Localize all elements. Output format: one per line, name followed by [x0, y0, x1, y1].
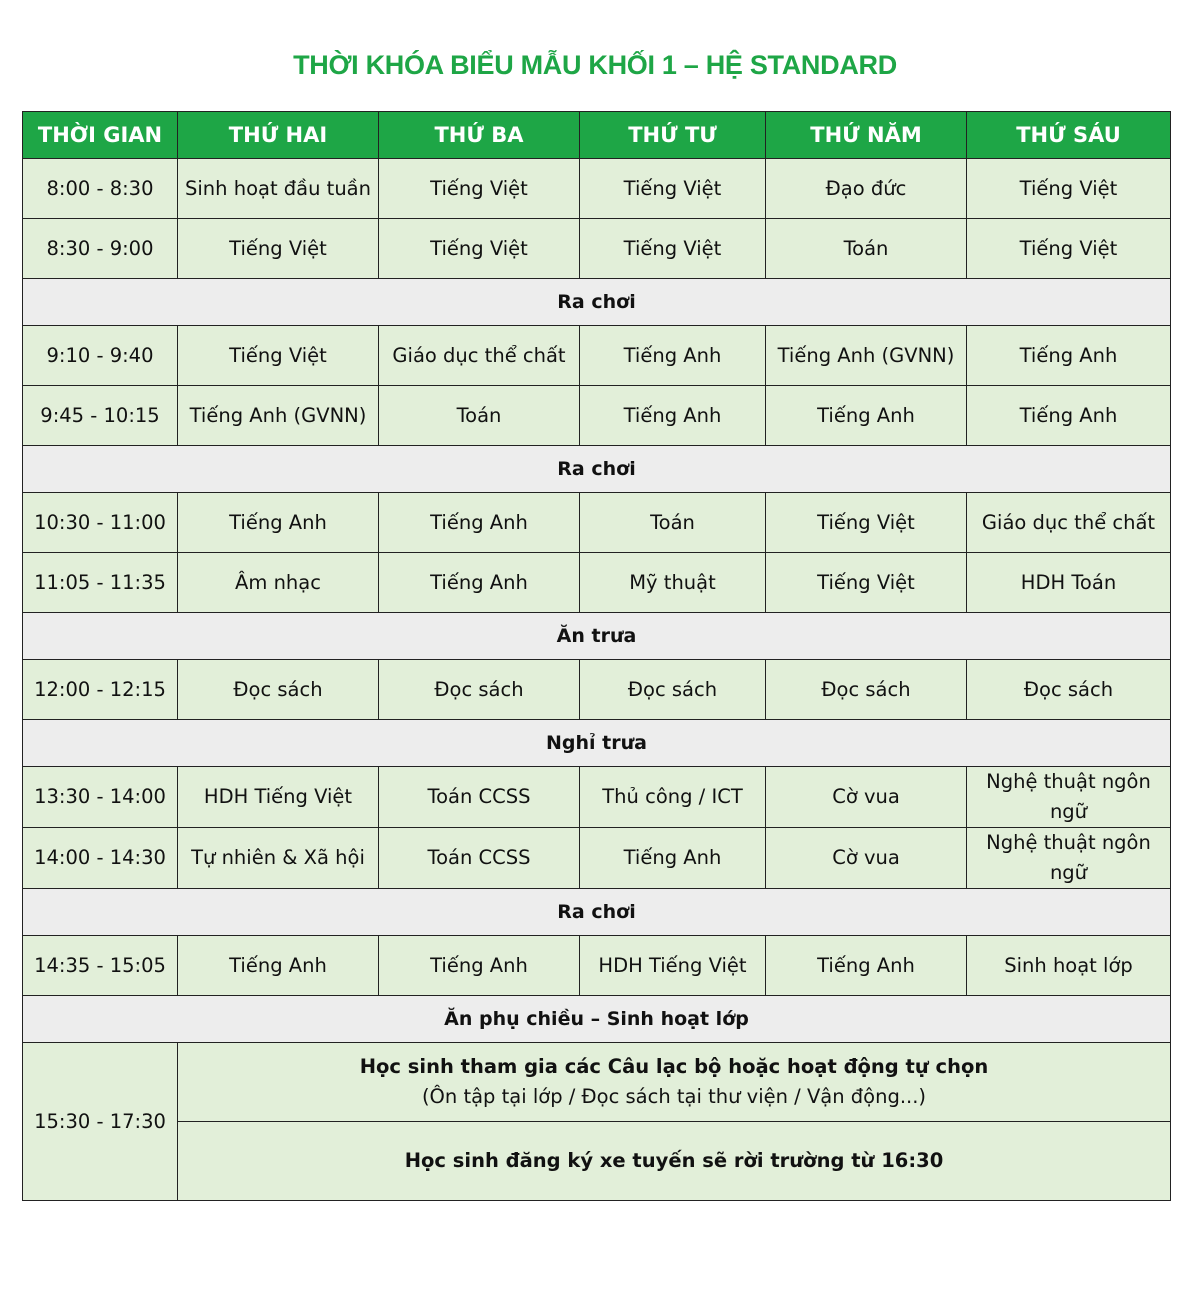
lesson-cell-tuesday: Tiếng Việt: [379, 159, 580, 219]
lesson-cell-wednesday: HDH Tiếng Việt: [580, 936, 766, 996]
lesson-cell-friday: Tiếng Anh: [967, 386, 1171, 446]
header-thursday: THỨ NĂM: [766, 112, 967, 159]
lesson-cell-wednesday: Tiếng Việt: [580, 159, 766, 219]
lesson-cell-friday: Đọc sách: [967, 660, 1171, 720]
bus-note-row: [23, 1122, 1171, 1201]
lesson-row: [23, 159, 1171, 219]
lesson-cell-monday: Tiếng Việt: [178, 219, 379, 279]
break-row: [23, 889, 1171, 936]
lesson-cell-thursday: Đạo đức: [766, 159, 967, 219]
lesson-row: [23, 553, 1171, 613]
lesson-cell-thursday: Cờ vua: [766, 767, 967, 828]
lesson-cell-friday: Tiếng Việt: [967, 219, 1171, 279]
lesson-cell-tuesday: Giáo dục thể chất: [379, 326, 580, 386]
break-label: Ăn trưa: [23, 613, 1171, 660]
lesson-cell-wednesday: Tiếng Anh: [580, 828, 766, 889]
lesson-cell-wednesday: Toán: [580, 493, 766, 553]
lesson-row: [23, 219, 1171, 279]
lesson-cell-monday: Tiếng Anh: [178, 936, 379, 996]
bus-note-cell: Học sinh đăng ký xe tuyến sẽ rời trường từ 16:30: [178, 1122, 1171, 1201]
lesson-cell-friday: Nghệ thuật ngôn ngữ: [967, 828, 1171, 889]
time-cell: 9:10 - 9:40: [23, 326, 178, 386]
afternoon-time-cell: 15:30 - 17:30: [23, 1043, 178, 1201]
time-cell: 13:30 - 14:00: [23, 767, 178, 828]
lesson-cell-monday: Tiếng Việt: [178, 326, 379, 386]
break-label: Ra chơi: [23, 446, 1171, 493]
break-row: [23, 446, 1171, 493]
break-label: Ăn phụ chiều – Sinh hoạt lớp: [23, 996, 1171, 1043]
lesson-cell-friday: Sinh hoạt lớp: [967, 936, 1171, 996]
lesson-cell-tuesday: Tiếng Việt: [379, 219, 580, 279]
lesson-cell-monday: Tự nhiên & Xã hội: [178, 828, 379, 889]
header-row: [23, 112, 1171, 159]
lesson-cell-tuesday: Tiếng Anh: [379, 553, 580, 613]
lesson-row: [23, 326, 1171, 386]
club-subtitle: (Ôn tập tại lớp / Đọc sách tại thư viện / Vận động...): [421, 1085, 927, 1108]
lesson-cell-wednesday: Thủ công / ICT: [580, 767, 766, 828]
lesson-cell-thursday: Tiếng Việt: [766, 493, 967, 553]
lesson-cell-wednesday: Tiếng Việt: [580, 219, 766, 279]
page-title: THỜI KHÓA BIỂU MẪU KHỐI 1 – HỆ STANDARD: [293, 50, 897, 80]
lesson-row: [23, 828, 1171, 889]
lesson-cell-thursday: Cờ vua: [766, 828, 967, 889]
lesson-cell-tuesday: Tiếng Anh: [379, 936, 580, 996]
time-cell: 14:00 - 14:30: [23, 828, 178, 889]
lesson-cell-thursday: Tiếng Anh: [766, 936, 967, 996]
time-cell: 8:30 - 9:00: [23, 219, 178, 279]
header-time: THỜI GIAN: [23, 112, 178, 159]
lesson-cell-monday: Tiếng Anh (GVNN): [178, 386, 379, 446]
afternoon-club-row: [23, 1043, 1171, 1122]
break-label: Ra chơi: [23, 279, 1171, 326]
break-label: Nghỉ trưa: [23, 720, 1171, 767]
lesson-cell-monday: Đọc sách: [178, 660, 379, 720]
header-monday: THỨ HAI: [178, 112, 379, 159]
break-row: [23, 613, 1171, 660]
lesson-cell-thursday: Toán: [766, 219, 967, 279]
lesson-cell-tuesday: Toán: [379, 386, 580, 446]
time-cell: 12:00 - 12:15: [23, 660, 178, 720]
lesson-cell-tuesday: Toán CCSS: [379, 767, 580, 828]
lesson-cell-friday: HDH Toán: [967, 553, 1171, 613]
lesson-cell-wednesday: Tiếng Anh: [580, 386, 766, 446]
time-cell: 10:30 - 11:00: [23, 493, 178, 553]
lesson-cell-thursday: Đọc sách: [766, 660, 967, 720]
lesson-cell-wednesday: Đọc sách: [580, 660, 766, 720]
lesson-cell-monday: Âm nhạc: [178, 553, 379, 613]
lesson-row: [23, 936, 1171, 996]
club-activity-cell: [178, 1043, 1171, 1122]
break-row: [23, 279, 1171, 326]
break-row: [23, 996, 1171, 1043]
time-cell: 14:35 - 15:05: [23, 936, 178, 996]
club-title: Học sinh tham gia các Câu lạc bộ hoặc hoạt động tự chọn: [359, 1055, 989, 1078]
lesson-cell-friday: Nghệ thuật ngôn ngữ: [967, 767, 1171, 828]
time-cell: 11:05 - 11:35: [23, 553, 178, 613]
lesson-row: [23, 386, 1171, 446]
header-tuesday: THỨ BA: [379, 112, 580, 159]
time-cell: 9:45 - 10:15: [23, 386, 178, 446]
break-label: Ra chơi: [23, 889, 1171, 936]
lesson-cell-monday: Tiếng Anh: [178, 493, 379, 553]
header-friday: THỨ SÁU: [967, 112, 1171, 159]
lesson-row: [23, 767, 1171, 828]
lesson-cell-friday: Tiếng Anh: [967, 326, 1171, 386]
lesson-cell-monday: HDH Tiếng Việt: [178, 767, 379, 828]
lesson-cell-tuesday: Tiếng Anh: [379, 493, 580, 553]
timetable: [22, 111, 1171, 1201]
lesson-cell-wednesday: Mỹ thuật: [580, 553, 766, 613]
lesson-cell-wednesday: Tiếng Anh: [580, 326, 766, 386]
break-row: [23, 720, 1171, 767]
lesson-cell-thursday: Tiếng Anh (GVNN): [766, 326, 967, 386]
lesson-cell-monday: Sinh hoạt đầu tuần: [178, 159, 379, 219]
lesson-cell-tuesday: Toán CCSS: [379, 828, 580, 889]
lesson-cell-thursday: Tiếng Việt: [766, 553, 967, 613]
lesson-cell-friday: Tiếng Việt: [967, 159, 1171, 219]
lesson-row: [23, 660, 1171, 720]
lesson-cell-tuesday: Đọc sách: [379, 660, 580, 720]
lesson-cell-friday: Giáo dục thể chất: [967, 493, 1171, 553]
lesson-cell-thursday: Tiếng Anh: [766, 386, 967, 446]
lesson-row: [23, 493, 1171, 553]
header-wednesday: THỨ TƯ: [580, 112, 766, 159]
time-cell: 8:00 - 8:30: [23, 159, 178, 219]
